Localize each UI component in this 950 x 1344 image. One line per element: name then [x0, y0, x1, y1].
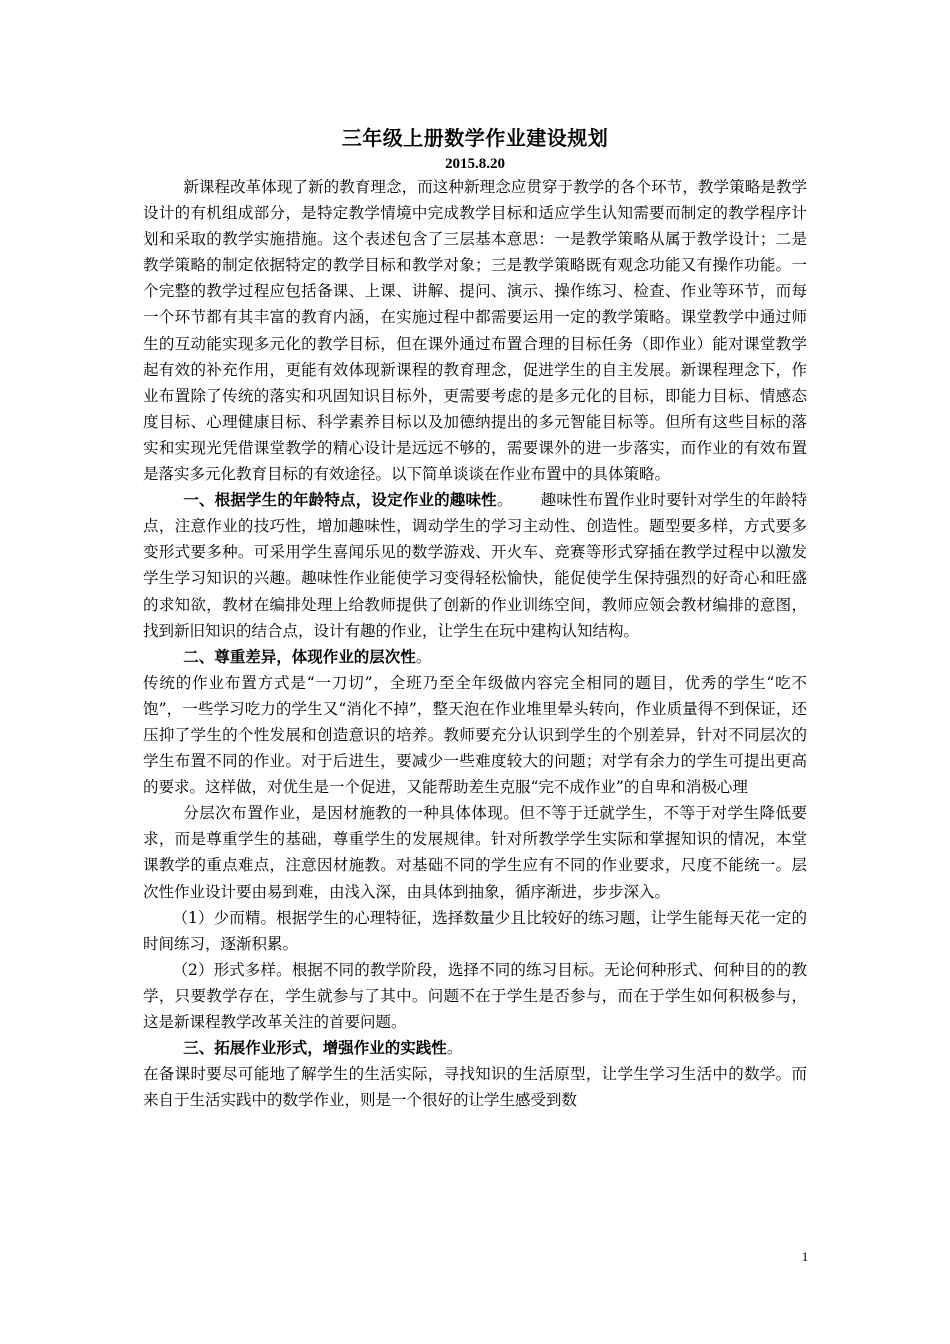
- section-1-body: 趣味性布置作业时要针对学生的年龄特点，注意作业的技巧性，增加趣味性，调动学生的学习主动性、创造性。题型要多样，方式要多变形式要多种。可采用学生喜闻乐见的数学游戏、开火车、竞赛等形式穿插在教学过程中以激发学生学习知识的兴趣。趣味性作业能使学习变得轻松愉快，能促使学生保持强烈的好奇心和旺盛的求知欲，教材在编排处理上给教师提供了创新的作业训练空间，教师应领会教材编排的意图，找到新旧知识的结合点，设计有趣的作业，让学生在玩中建构认知结构。: [143, 491, 807, 640]
- section-2-body-1: 传统的作业布置方式是“一刀切”，全班乃至全年级做内容完全相同的题目，优秀的学生“吃不饱”，一些学习吃力的学生又“消化不掉”，整天泡在作业堆里晕头转向，作业质量得不到保证，还压抑了学生的个性发展和创造意识的培养。教师要充分认识到学生的个别差异，针对不同层次的学生布置不同的作业。对于后进生，要减少一些难度较大的问题；对学有余力的学生可提出更高的要求。这样做，对优生是一个促进，又能帮助差生克服“完不成作业”的自卑和消极心理: [143, 673, 807, 797]
- document-body: [143, 122, 807, 1113]
- section-1-heading-end: 。: [496, 491, 513, 510]
- section-2-heading: 二、尊重差异，体现作业的层次性: [183, 646, 416, 666]
- section-2-item-1: （1）少而精。根据学生的心理特征，选择数量少且比较好的练习题，让学生能每天花一定的时间练习，逐渐积累。: [143, 908, 807, 953]
- section-2-heading-line: [143, 644, 807, 670]
- section-2-item-2: （2）形式多样。根据不同的教学阶段，选择不同的练习目标。无论何种形式、何种目的的教学，只要教学存在，学生就参与了其中。问题不在于学生是否参与，而在于学生如何积极参与，这是新课程教学改革关注的首要问题。: [143, 960, 807, 1031]
- section-2-body-2: 分层次布置作业，是因材施教的一种具体体现。但不等于迁就学生，不等于对学生降低要求，而是尊重学生的基础，尊重学生的发展规律。针对所教学学生实际和掌握知识的情况，本堂课教学的重点难点，注意因材施教。对基础不同的学生应有不同的作业要求，尺度不能统一。层次性作业设计要由易到难，由浅入深，由具体到抽象，循序渐进，步步深入。: [143, 804, 807, 901]
- intro-paragraph: 新课程改革体现了新的教育理念，而这种新理念应贯穿于教学的各个环节，教学策略是教学设计的有机组成部分，是特定教学情境中完成教学目标和适应学生认知需要而制定的教学程序计划和采取的教学实施措施。这个表述包含了三层基本意思：一是教学策略从属于教学设计；二是教学策略的制定依据特定的教学目标和教学对象；三是教学策略既有观念功能又有操作功能。一个完整的教学过程应包括备课、上课、讲解、提问、演示、操作练习、检查、作业等环节，而每一个环节都有其丰富的教育内涵，在实施过程中都需要运用一定的教学策略。课堂教学中通过师生的互动能实现多元化的教学目标，但在课外通过布置合理的目标任务（即作业）能对课堂教学起有效的补充作用，更能有效体现新课程的教育理念，促进学生的自主发展。新课程理念下，作业布置除了传统的落实和巩固知识目标外，更需要考虑的是多元化的目标，即能力目标、情感态度目标、心理健康目标、科学素养目标以及加德纳提出的多元智能目标等。但所有这些目标的落实和实现光凭借课堂教学的精心设计是远远不够的，需要课外的进一步落实，而作业的有效布置是落实多元化教育目标的有效途径。以下简单谈谈在作业布置中的具体策略。: [143, 178, 807, 484]
- page-number: 1: [801, 1249, 809, 1264]
- section-3-heading-line: [143, 1035, 807, 1061]
- document-date: 2015.8.20: [445, 156, 505, 172]
- section-2-heading-end: 。: [415, 647, 432, 666]
- section-1-paragraph: [143, 487, 807, 644]
- document-title: 三年级上册数学作业建设规划: [341, 126, 609, 150]
- section-3-heading-end: 。: [446, 1039, 463, 1058]
- section-3-heading: 三、拓展作业形式，增强作业的实践性: [183, 1038, 447, 1058]
- section-3-body: 在备课时要尽可能地了解学生的生活实际，寻找知识的生活原型，让学生学习生活中的数学。而来自于生活实践中的数学作业，则是一个很好的让学生感受到数: [143, 1065, 807, 1110]
- section-1-heading: 一、根据学生的年龄特点，设定作业的趣味性: [183, 490, 497, 510]
